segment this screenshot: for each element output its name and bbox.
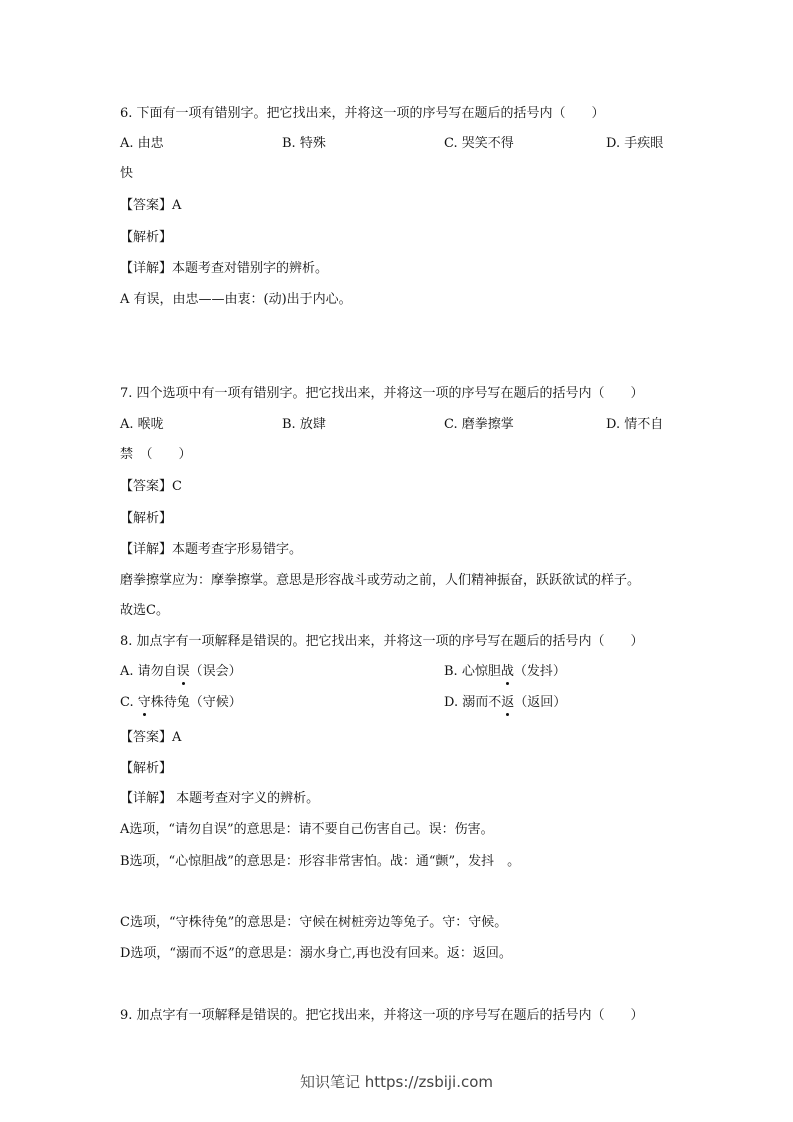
q7-note: 磨拳擦掌应为：摩拳擦掌。意思是形容战斗或劳动之前，人们精神振奋，跃跃欲试的样子。 [120,573,641,588]
q6-stem: 6. 下面有一项有错别字。把它找出来，并将这一项的序号写在题后的括号内（ ） [120,106,605,121]
q8-stem: 8. 加点字有一项解释是错误的。把它找出来，并将这一项的序号写在题后的括号内（ ） [120,634,644,649]
q8-option-a [120,663,242,681]
q6-option-c: C. 哭笑不得 [444,136,514,151]
q6-detail: 【详解】本题考查对错别字的辨析。 [120,261,329,276]
q8-option-c-gloss: 株待兔（守候） [150,695,242,710]
q9-stem: 9. 加点字有一项解释是错误的。把它找出来，并将这一项的序号写在题后的括号内（ ） [120,1008,644,1023]
q8-option-b-prefix: B. 心惊胆 [444,664,501,679]
q8-answer: 【答案】A [120,730,182,745]
q6-option-d-wrap: 快 [120,166,134,181]
q7-conclusion: 故选C。 [120,603,169,618]
q7-detail: 【详解】本题考查字形易错字。 [120,542,303,557]
q8-option-d-gloss: （返回） [514,695,567,710]
q8-option-d-prefix: D. 溺而不 [444,695,502,710]
q6-answer: 【答案】A [120,198,182,213]
q6-option-b: B. 特殊 [282,136,326,151]
q8-option-d [444,694,566,712]
q8-explain-c: C选项，“守株待兔”的意思是：守候在树桩旁边等兔子。守：守候。 [120,915,508,930]
q8-option-c-prefix: C. [120,695,138,710]
q7-analysis: 【解析】 [120,511,173,526]
footer-watermark: 知识笔记 https://zsbiji.com [299,1073,494,1091]
q8-option-a-dotted-char: 误 [176,664,190,679]
q8-option-b [444,663,566,681]
q7-option-d: D. 情不自 [606,417,664,432]
q7-option-d-wrap: 禁 （ ） [120,447,192,462]
q7-option-b: B. 放肆 [282,417,326,432]
q7-option-c: C. 磨拳擦掌 [444,417,514,432]
q8-explain-d: D选项，“溺而不返”的意思是：溺水身亡,再也没有回来。返：返回。 [120,946,512,961]
q8-option-a-gloss: （误会） [189,664,242,679]
q8-option-d-dotted-char: 返 [501,695,515,710]
q8-explain-b: B选项，“心惊胆战”的意思是：形容非常害怕。战：通“颤”，发抖 。 [120,854,521,869]
q8-option-c-dotted-char: 守 [137,695,151,710]
q7-option-a: A. 喉咙 [120,417,164,432]
q8-detail: 【详解】 本题考查对字义的辨析。 [120,791,320,806]
q8-option-b-dotted-char: 战 [500,664,514,679]
q8-option-b-gloss: （发抖） [513,664,566,679]
q8-analysis: 【解析】 [120,761,173,776]
q6-option-a: A. 由忠 [120,136,164,151]
q6-option-d: D. 手疾眼 [606,136,664,151]
q7-answer: 【答案】C [120,479,182,494]
q8-option-a-prefix: A. 请勿自 [120,664,177,679]
q7-stem: 7. 四个选项中有一项有错别字。把它找出来，并将这一项的序号写在题后的括号内（ ） [120,386,644,401]
q8-explain-a: A选项，“请勿自误”的意思是：请不要自己伤害自己。误：伤害。 [120,822,494,837]
q8-option-c [120,694,242,712]
q6-note: A 有误，由忠——由衷：(动)出于内心。 [120,292,352,307]
q6-analysis: 【解析】 [120,230,173,245]
